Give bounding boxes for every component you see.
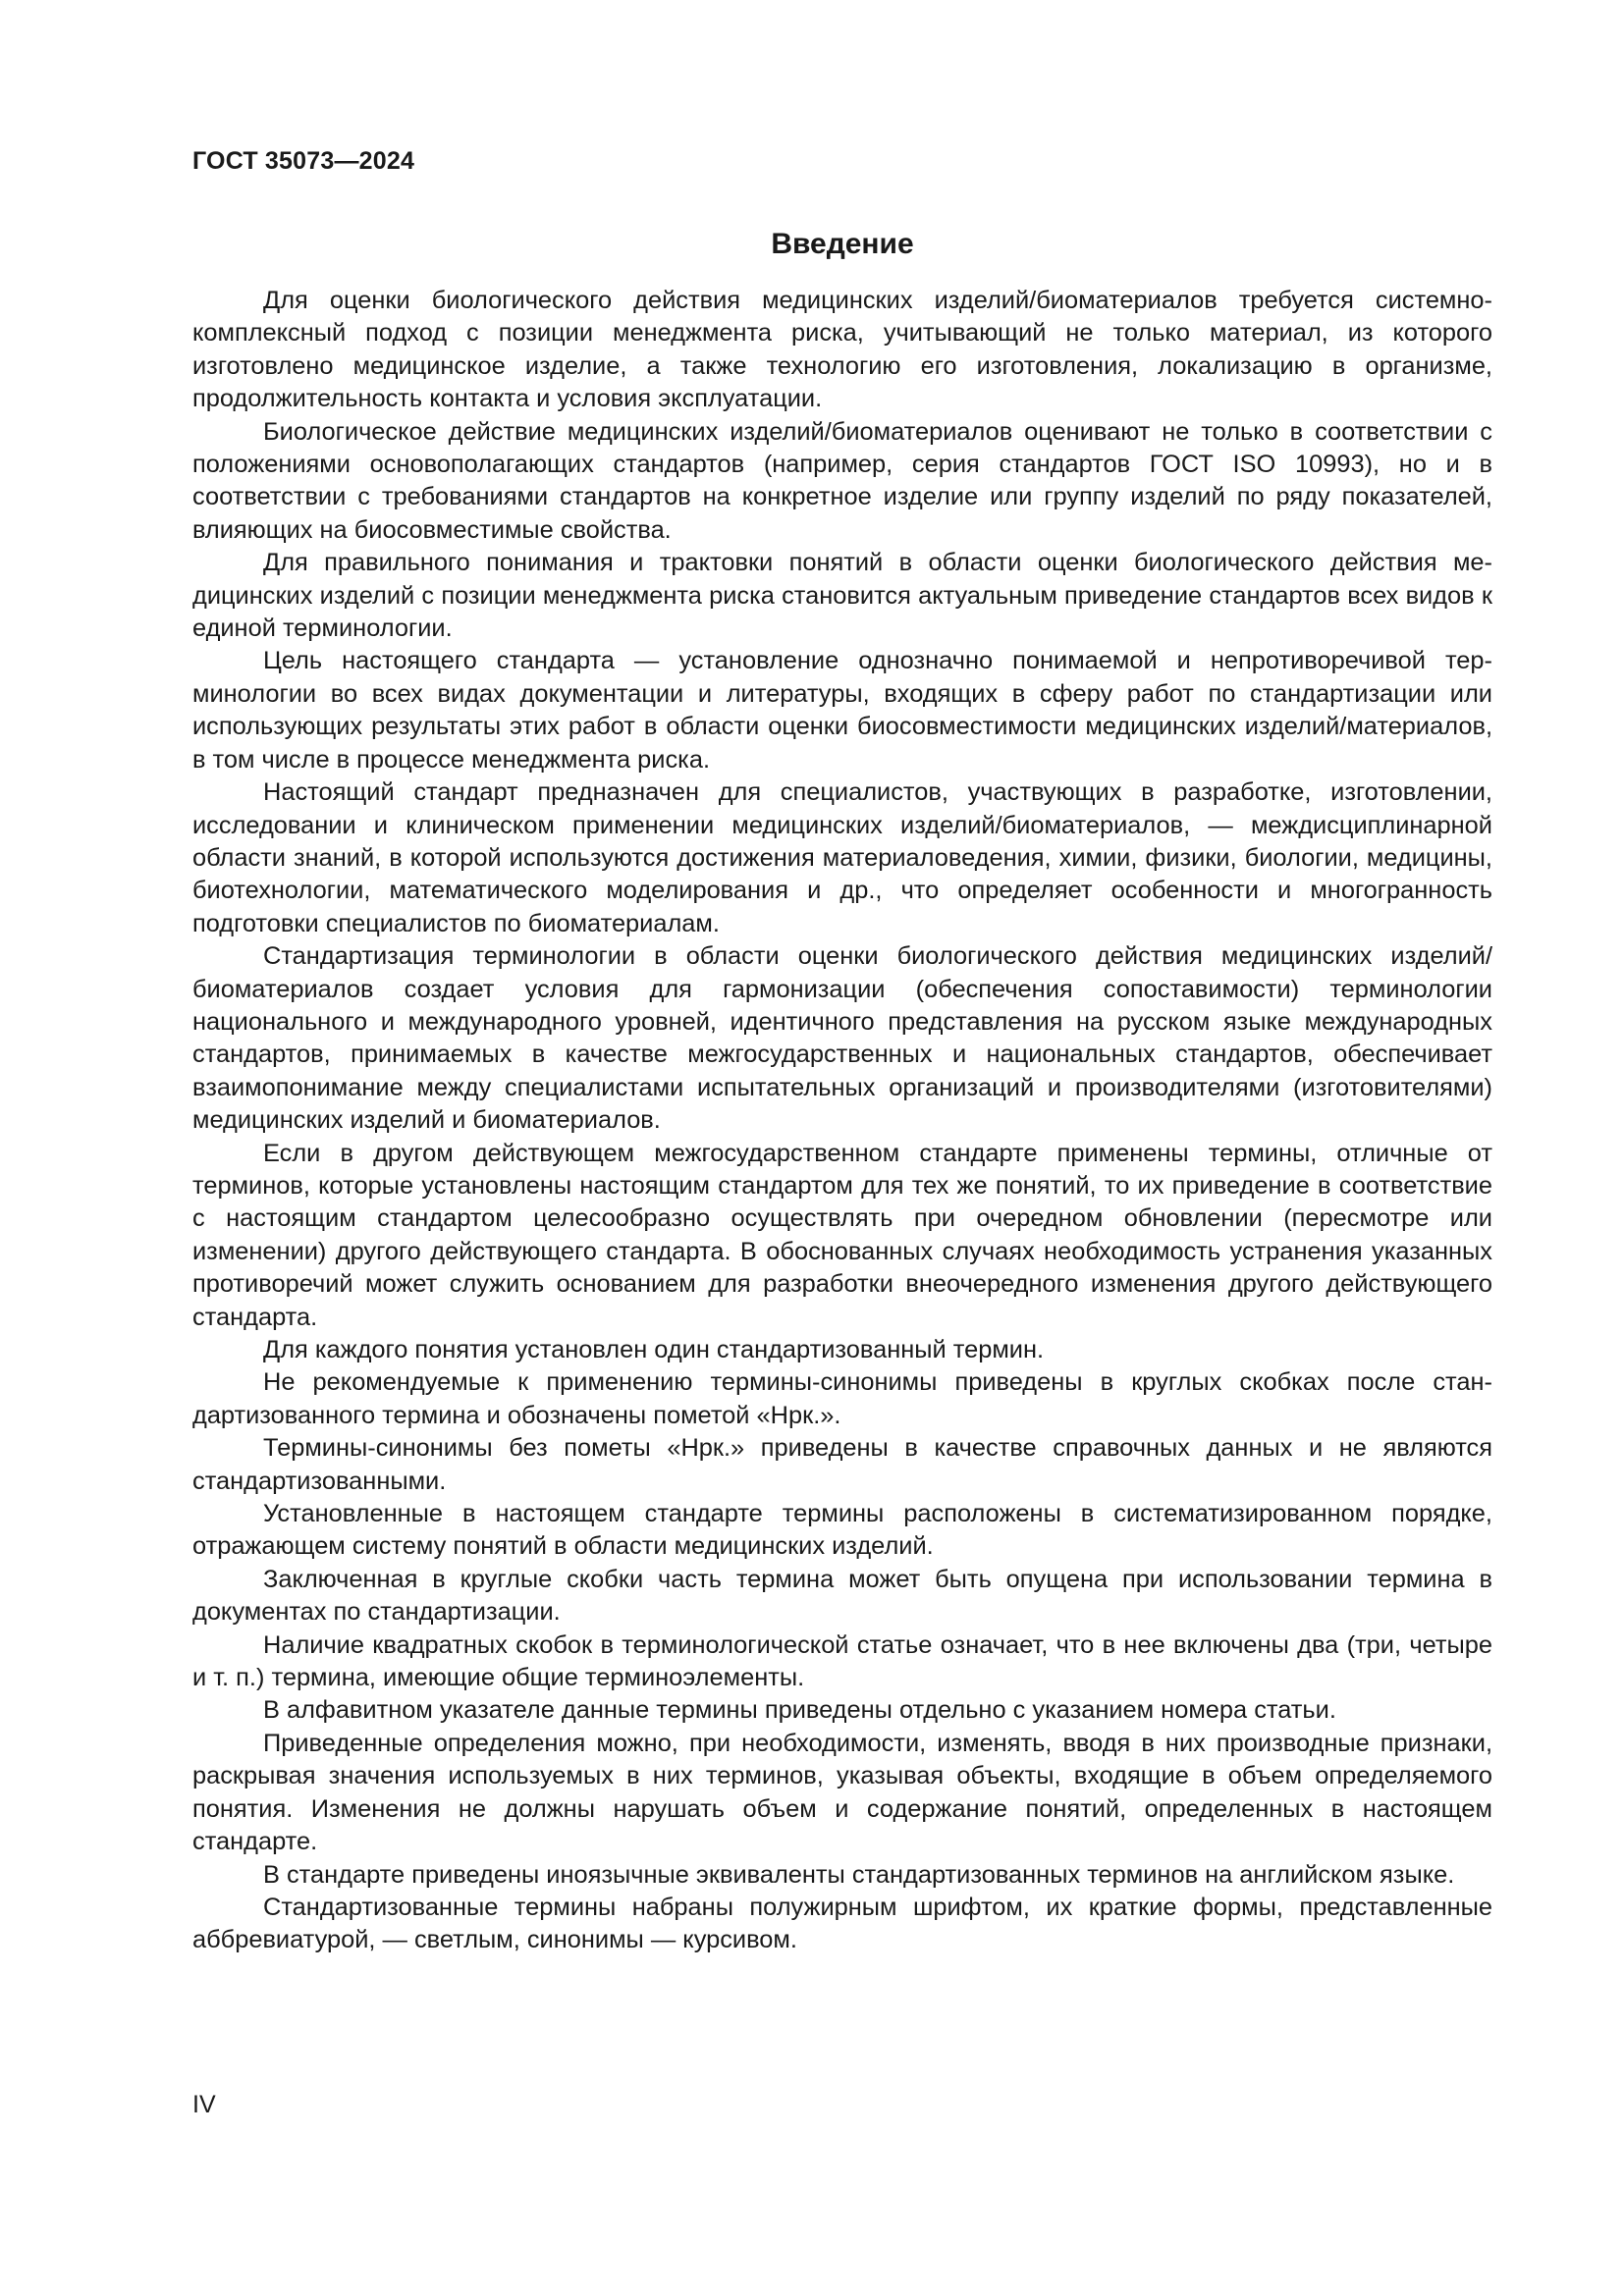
paragraph: Если в другом действующем межгосударственном стандарте применены термины, отличные от терминов, которые установлены настоящим стандартом для тех же понятий, то их приведение в соответствие с настоящим стандартом целесообразно осуществлять при очередном обновлении (пересмотре или изменении) другого действующего стандарта. В обоснованных случаях необходимость устранения указанных противоречий может служить основанием для разработки внеочередного изменения другого действующего стандарта. <box>192 1139 1492 1331</box>
page-number: IV <box>192 2091 216 2118</box>
section-title: Введение <box>771 228 914 260</box>
paragraph: Биологическое действие медицинских изделий/биоматериалов оценивают не только в соответствии с положениями основополагающих стандартов (например, серия стандартов ГОСТ ISO 10993), но и в соответствии с требованиями стандартов на конкретное изделие или группу изделий по ряду показателей, влияющих на биосовместимые свойства. <box>192 417 1492 544</box>
paragraph: Установленные в настоящем стандарте термины расположены в систематизированном порядке, отражающем систему понятий в области медицинских изделий. <box>192 1500 1492 1561</box>
paragraph: В алфавитном указателе данные термины приведены отдельно с указанием номера статьи. <box>263 1696 1336 1725</box>
paragraph: Заключенная в круглые скобки часть термина может быть опущена при использовании термина в документах по стандартизации. <box>192 1565 1492 1627</box>
introduction-body <box>192 285 1492 1957</box>
paragraph: Стандартизованные термины набраны полужирным шрифтом, их краткие формы, представленные аббревиатурой, — светлым, синонимы — курсивом. <box>192 1893 1492 1954</box>
paragraph: Настоящий стандарт предназначен для специалистов, участвующих в разработке, изготовлении, исследовании и клиническом применении медицинских изделий/биоматериалов, — междисциплинарной области знаний, в которой используются достижения материаловедения, химии, физики, биологии, медицины, биотехнологии, математического моделирования и др., что определяет особенности и многогранность подготовки специалистов по биоматериалам. <box>192 778 1492 937</box>
document-code: ГОСТ 35073—2024 <box>192 147 415 175</box>
paragraph: Стандартизация терминологии в области оценки биологического действия медицинских изделий/биоматериалов создает условия для гармонизации (обеспечения сопоставимости) терминологии национального и международного уровней, идентичного представления на русском языке международных стандартов, принимаемых в качестве межгосударственных и национальных стандартов, обеспечивает взаимопонимание между специалистами испытательных организаций и производителями (изготовителями) медицинских изделий и биоматериалов. <box>192 942 1492 1135</box>
paragraph: Для правильного понимания и трактовки понятий в области оценки биологического действия медицинских изделий с позиции менеджмента риска становится актуальным приведение стандартов всех видов к единой терминологии. <box>192 549 1492 643</box>
paragraph: Не рекомендуемые к применению термины-синонимы приведены в круглых скобках после стандартизованного термина и обозначены пометой «Нрк.». <box>192 1368 1492 1429</box>
paragraph: Для каждого понятия установлен один стандартизованный термин. <box>263 1336 1045 1363</box>
paragraph: Цель настоящего стандарта — установление однозначно понимаемой и непротиворечивой терминологии во всех видах документации и литературы, входящих в сферу работ по стандартизации или использующих результаты этих работ в области оценки биосовместимости медицинских изделий/материалов, в том числе в процессе менеджмента риска. <box>192 647 1492 774</box>
paragraph: Приведенные определения можно, при необходимости, изменять, вводя в них производные признаки, раскрывая значения используемых в них терминов, указывая объекты, входящие в объем определяемого понятия. Изменения не должны нарушать объем и содержание понятий, определенных в настоящем стандарте. <box>192 1729 1492 1856</box>
paragraph: В стандарте приведены иноязычные эквиваленты стандартизованных терминов на английском языке. <box>263 1860 1455 1889</box>
paragraph: Наличие квадратных скобок в терминологической статье означает, что в нее включены два (три, четыре и т. п.) термина, имеющие общие терминоэлементы. <box>192 1630 1492 1692</box>
paragraph: Термины-синонимы без пометы «Нрк.» приведены в качестве справочных данных и не являются стандартизованными. <box>192 1434 1492 1495</box>
paragraph: Для оценки биологического действия медицинских изделий/биоматериалов требуется системно-комплексный подход с позиции менеджмента риска, учитывающий не только материал, из которого изготовлено медицинское изделие, а также технологию его изготовления, локализацию в организме, продолжительность контакта и условия эксплуатации. <box>192 287 1492 413</box>
